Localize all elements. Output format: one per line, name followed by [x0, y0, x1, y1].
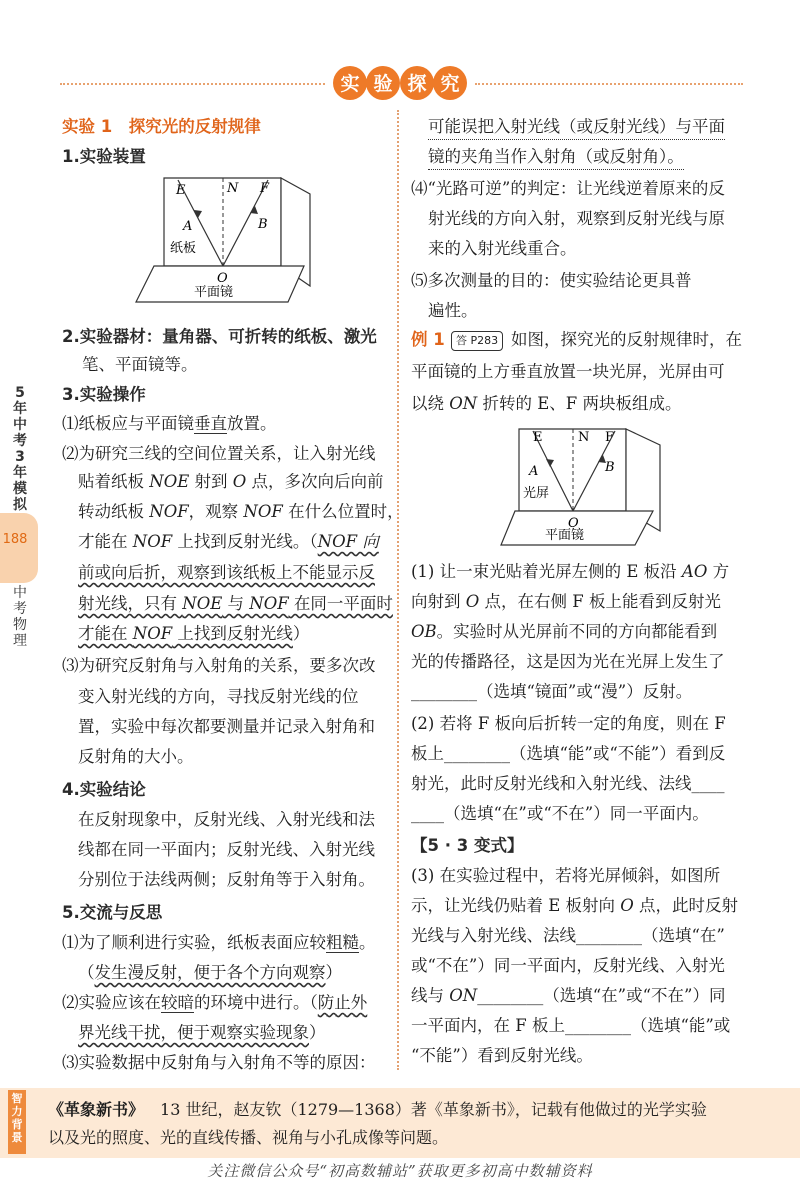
- svg-text:A: A: [183, 219, 193, 234]
- svg-text:B: B: [605, 460, 615, 475]
- question-1-line-2: 向射到 O 点，在右侧 F 板上能看到反射光: [411, 592, 721, 611]
- variant-label: 【5 · 3 变式】: [411, 836, 524, 855]
- operation-3-line-4: 反射角的大小。: [78, 747, 194, 766]
- example-line-3: 以绕 ON 折转的 E、F 两块板组成。: [411, 394, 682, 413]
- operation-2-line-6: 射光线，只有 NOE 与 NOF 在同一平面时: [78, 594, 393, 613]
- background-info-line-2: 以及光的照度、光的直线传播、视角与小孔成像等问题。: [48, 1128, 449, 1147]
- example-line-2: 平面镜的上方垂直放置一块光屏，光屏由可: [411, 362, 725, 381]
- svg-text:光屏: 光屏: [523, 486, 550, 501]
- reversibility-line-1: ⑷“光路可逆”的判定：让光线逆着原来的反: [411, 179, 725, 198]
- book-title: 5 年 中 考 3 年 模 拟: [13, 385, 27, 513]
- svg-text:O: O: [568, 516, 579, 531]
- question-1-line-3: OB。实验时从光屏前不同的方向都能看到: [411, 622, 718, 641]
- question-3-line-4: 或“不在”）同一平面内，反射光线、入射光: [411, 956, 725, 975]
- svg-text:平面镜: 平面镜: [194, 285, 234, 300]
- operation-1: ⑴纸板应与平面镜垂直放置。: [62, 414, 277, 433]
- purpose-line-1: ⑸多次测量的目的：使实验结论更具普: [411, 271, 692, 290]
- operation-2-line-3: 转动纸板 NOF，观察 NOF 在什么位置时，: [78, 502, 404, 521]
- page-number-tab: [0, 513, 38, 583]
- question-3-line-3: 光线与入射光线、法线________（选填“在”: [411, 926, 725, 945]
- svg-text:E: E: [176, 183, 186, 198]
- column-divider: [397, 110, 399, 1070]
- question-2-line-2: 板上________（选填“能”或“不能”）看到反: [411, 744, 726, 763]
- equipment-line-2: 笔、平面镜等。: [82, 355, 198, 374]
- experiment-title: 实验 1 探究光的反射规律: [62, 117, 261, 136]
- reflection-2-line-1: ⑵实验应该在较暗的环境中进行。（防止外: [62, 993, 368, 1012]
- subject-label: 中 考 物 理: [13, 585, 27, 649]
- section-heading: 3.实验操作: [62, 385, 146, 404]
- question-3-line-7: “不能”）看到反射光线。: [411, 1046, 593, 1065]
- equipment-line-1: 2.实验器材：量角器、可折转的纸板、激光: [62, 327, 377, 346]
- operation-3-line-1: ⑶为研究反射角与入射角的关系，要多次改: [62, 656, 376, 675]
- section-heading: 5.交流与反思: [62, 903, 163, 922]
- svg-text:N: N: [578, 430, 590, 445]
- section-badge: [330, 63, 470, 103]
- question-3-line-1: (3) 在实验过程中，若将光屏倾斜，如图所: [411, 866, 721, 885]
- svg-text:A: A: [529, 464, 539, 479]
- reflection-3-line-3: 镜的夹角当作入射角（或反射角）。: [428, 145, 684, 170]
- reflection-1-line-1: ⑴为了顺利进行实验，纸板表面应较粗糙。: [62, 933, 376, 952]
- question-1-line-4: 光的传播路径，这是因为光在光屏上发生了: [411, 652, 725, 671]
- svg-text:O: O: [217, 271, 228, 286]
- operation-2-line-1: ⑵为研究三线的空间位置关系，让入射光线: [62, 444, 376, 463]
- answer-reference-box: 答 P283: [451, 331, 503, 351]
- figure-experiment-setup: [128, 170, 318, 310]
- operation-2-line-2: 贴着纸板 NOE 射到 O 点，多次向后向前: [78, 472, 384, 491]
- reversibility-line-3: 来的入射光线重合。: [428, 239, 577, 258]
- question-1-line-5: ________（选填“镜面”或“漫”）反射。: [411, 682, 693, 701]
- badge-char: 实: [340, 73, 360, 95]
- operation-2-line-4: 才能在 NOF 上找到反射光线。（NOF 向: [78, 532, 379, 551]
- reflection-3-line-1: ⑶实验数据中反射角与入射角不等的原因：: [62, 1053, 376, 1072]
- question-2-line-4: ____（选填“在”或“不在”）同一平面内。: [411, 804, 709, 823]
- reversibility-line-2: 射光线的方向入射，观察到反射光线与原: [428, 209, 725, 228]
- background-info-tag: 智 力 背 景: [8, 1090, 26, 1154]
- badge-char: 验: [373, 73, 393, 95]
- section-heading: 1.实验装置: [62, 147, 146, 166]
- background-info-line-1: 《革象新书》 13 世纪，赵友钦（1279—1368）著《革象新书》，记载有他做过的光学实验: [48, 1100, 707, 1119]
- figure-light-screen: [495, 425, 685, 555]
- question-3-line-2: 示，让光线仍贴着 E 板射向 O 点，此时反射: [411, 896, 739, 915]
- question-2-line-3: 射光，此时反射光线和入射光线、法线____: [411, 774, 725, 793]
- sidebar: [0, 385, 40, 655]
- svg-text:E: E: [533, 430, 543, 445]
- example-line-1: 如图，探究光的反射规律时，在: [511, 330, 742, 349]
- operation-3-line-2: 变入射光线的方向，寻找反射光线的位: [78, 687, 359, 706]
- operation-3-line-3: 置，实验中每次都要测量并记录入射角和: [78, 717, 375, 736]
- reflection-1-line-2: （发生漫反射，便于各个方向观察）: [78, 963, 342, 982]
- svg-text:平面镜: 平面镜: [545, 528, 585, 543]
- question-1-line-1: (1) 让一束光贴着光屏左侧的 E 板沿 AO 方: [411, 562, 730, 581]
- example-label: 例 1: [411, 330, 445, 349]
- svg-text:纸板: 纸板: [170, 241, 197, 256]
- svg-text:B: B: [258, 217, 268, 232]
- svg-text:F: F: [260, 181, 270, 196]
- reflection-3-line-2: 可能误把入射光线（或反射光线）与平面: [428, 115, 725, 140]
- svg-text:N: N: [227, 181, 239, 196]
- operation-2-line-7: 才能在 NOF 上找到反射光线）: [78, 624, 310, 643]
- question-3-line-5: 线与 ON________（选填“在”或“不在”）同: [411, 986, 726, 1005]
- question-3-line-6: 一平面内，在 F 板上________（选填“能”或: [411, 1016, 731, 1035]
- svg-text:F: F: [605, 430, 615, 445]
- purpose-line-2: 遍性。: [428, 301, 478, 320]
- question-2-line-1: (2) 若将 F 板向后折转一定的角度，则在 F: [411, 714, 726, 733]
- badge-char: 究: [440, 73, 460, 95]
- page-number: 188: [2, 532, 28, 547]
- conclusion-line-2: 线都在同一平面内；反射光线、入射光线: [78, 840, 375, 859]
- conclusion-line-3: 分别位于法线两侧；反射角等于入射角。: [78, 870, 375, 889]
- operation-2-line-5: 前或向后折，观察到该纸板上不能显示反: [78, 563, 375, 582]
- badge-char: 探: [407, 73, 427, 95]
- header-rule-right: [475, 83, 743, 85]
- section-heading: 4.实验结论: [62, 780, 146, 799]
- conclusion-line-1: 在反射现象中，反射光线、入射光线和法: [78, 810, 375, 829]
- reflection-2-line-2: 界光线干扰，便于观察实验现象）: [78, 1023, 326, 1042]
- header-rule-left: [60, 83, 325, 85]
- wechat-promo-note: 关注微信公众号“初高数辅站”获取更多初高中数辅资料: [207, 1162, 593, 1180]
